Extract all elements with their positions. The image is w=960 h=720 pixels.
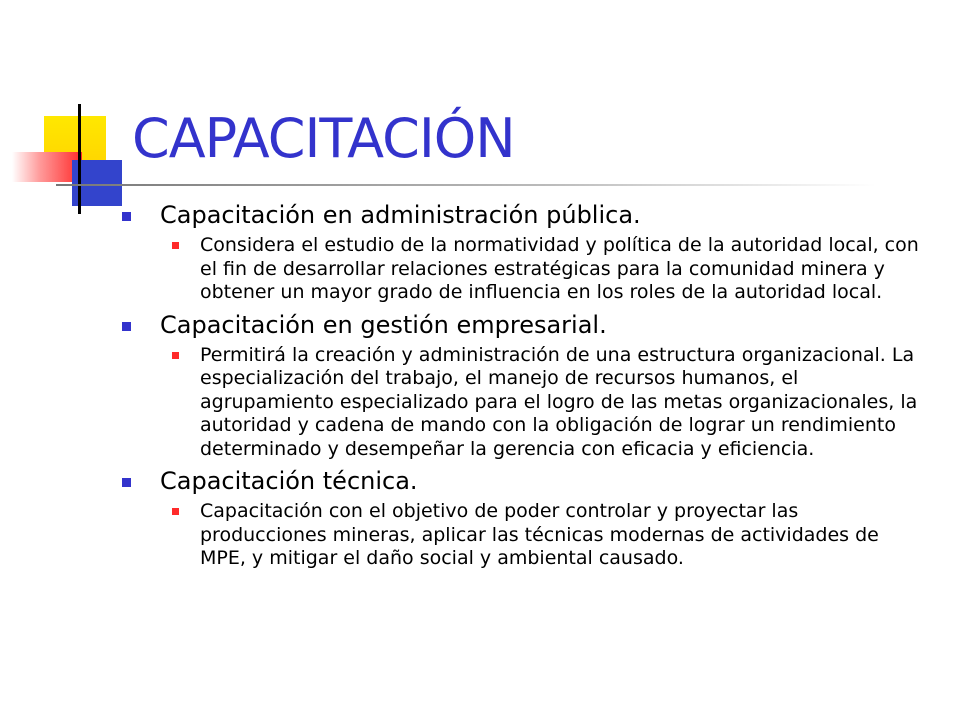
- square-bullet-icon: [122, 212, 131, 221]
- list-item: [122, 200, 922, 230]
- item-detail: Permitirá la creación y administración de una estructura organizacional. La especialización del trabajo, el manejo de recursos humanos, el agrupamiento especializado para el logro de las metas organizacionales, la autoridad y cadena de mando con la obligación de lograr un rendimiento determinado y desempeñar la gerencia con eficacia y eficiencia.: [200, 343, 918, 460]
- decorative-vertical-line: [78, 104, 81, 214]
- square-bullet-icon: [122, 478, 131, 487]
- square-bullet-icon: [172, 242, 179, 249]
- sub-list-item: [122, 344, 922, 462]
- bullet-list: [122, 200, 922, 576]
- item-heading: Capacitación en gestión empresarial.: [160, 310, 607, 339]
- square-bullet-icon: [122, 322, 131, 331]
- slide-title: CAPACITACIÓN: [132, 107, 515, 170]
- title-underline: [56, 184, 876, 186]
- square-bullet-icon: [172, 508, 179, 515]
- item-heading: Capacitación técnica.: [160, 467, 418, 495]
- square-bullet-icon: [172, 352, 179, 359]
- item-detail: Considera el estudio de la normatividad y política de la autoridad local, con el fin de desarrollar relaciones estratégicas para la comunidad minera y obtener un mayor grado de influencia en los roles de la autoridad local.: [200, 234, 919, 303]
- sub-list-item: [122, 500, 922, 571]
- sub-list-item: [122, 234, 922, 305]
- item-heading: Capacitación en administración pública.: [160, 201, 641, 229]
- list-item: [122, 466, 922, 496]
- list-item: [122, 310, 922, 340]
- item-detail: Capacitación con el objetivo de poder controlar y proyectar las producciones mineras, aplicar las técnicas modernas de actividades de MPE, y mitigar el daño social y ambiental causado.: [200, 500, 879, 569]
